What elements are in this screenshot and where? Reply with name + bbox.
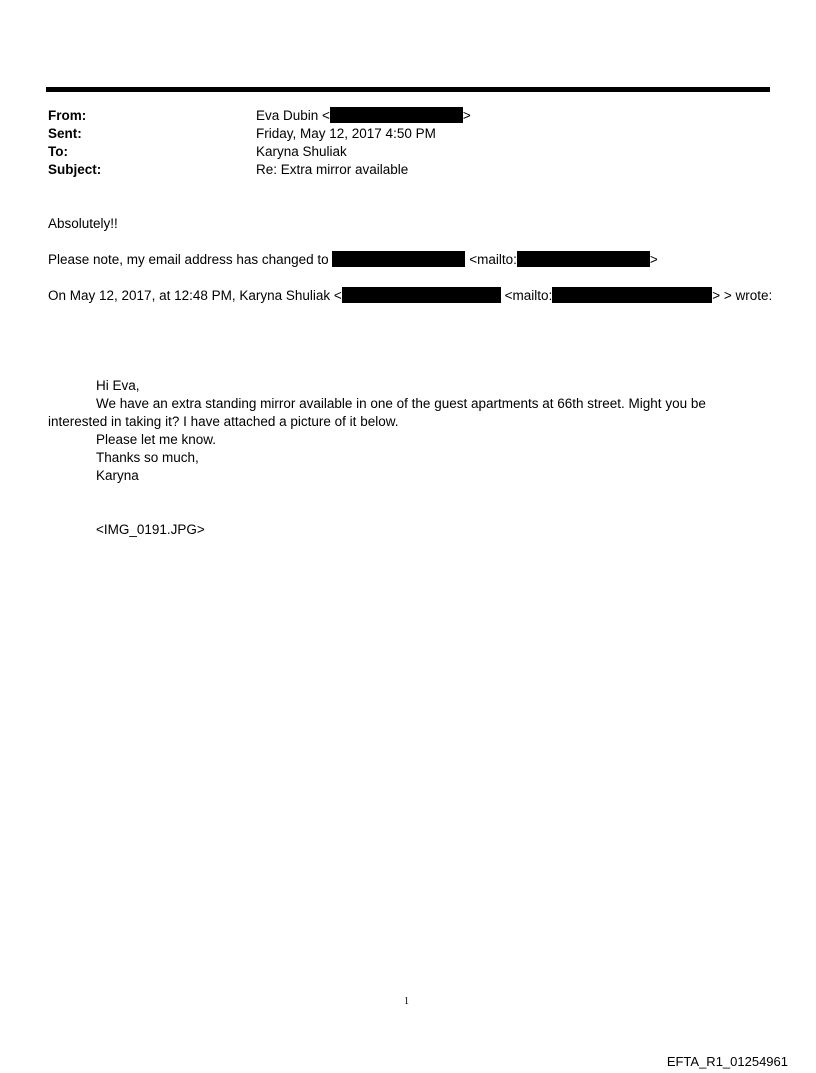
redaction-box: [517, 251, 650, 267]
sent-row: [48, 125, 748, 143]
from-value: [256, 107, 471, 125]
quoted-line-3: Please let me know.: [96, 432, 217, 447]
redaction-box: [332, 251, 465, 267]
redaction-box: [552, 287, 712, 303]
quoted-line-4: Thanks so much,: [96, 450, 199, 465]
email-change-line: [48, 251, 658, 269]
to-label: To:: [48, 144, 68, 159]
subject-label: Subject:: [48, 162, 102, 177]
attachment-placeholder: <IMG_0191.JPG>: [96, 522, 205, 537]
quoted-line-2: interested in taking it? I have attached a picture of it below.: [48, 414, 399, 429]
quoted-greeting: Hi Eva,: [96, 378, 140, 393]
from-label: From:: [48, 108, 87, 123]
quoted-line-1: We have an extra standing mirror available in one of the guest apartments at 66th street. Might you be: [96, 396, 706, 411]
quoted-signature: Karyna: [96, 468, 139, 483]
header-divider: [46, 87, 770, 92]
quote-header-line: [48, 287, 772, 305]
sent-value: Friday, May 12, 2017 4:50 PM: [256, 126, 436, 141]
from-name: Eva Dubin <: [256, 108, 330, 123]
from-row: [48, 107, 748, 125]
sent-label: Sent:: [48, 126, 82, 141]
to-value: Karyna Shuliak: [256, 144, 347, 159]
quote-prefix: On May 12, 2017, at 12:48 PM, Karyna Shuliak <: [48, 288, 342, 303]
subject-row: [48, 161, 748, 179]
quote-mailto-open: <mailto:: [504, 288, 553, 303]
page-number: 1: [404, 996, 409, 1007]
from-close: >: [462, 108, 471, 123]
email-change-prefix: Please note, my email address has changed to: [48, 252, 329, 267]
redaction-box: [330, 107, 463, 123]
redaction-box: [342, 287, 501, 303]
reply-text: Absolutely!!: [48, 216, 118, 231]
subject-value: Re: Extra mirror available: [256, 162, 409, 177]
document-id: EFTA_R1_01254961: [666, 1054, 788, 1069]
quote-suffix: > > wrote:: [712, 288, 773, 303]
to-row: [48, 143, 748, 161]
mailto-close: >: [649, 252, 658, 267]
mailto-open: <mailto:: [469, 252, 517, 267]
